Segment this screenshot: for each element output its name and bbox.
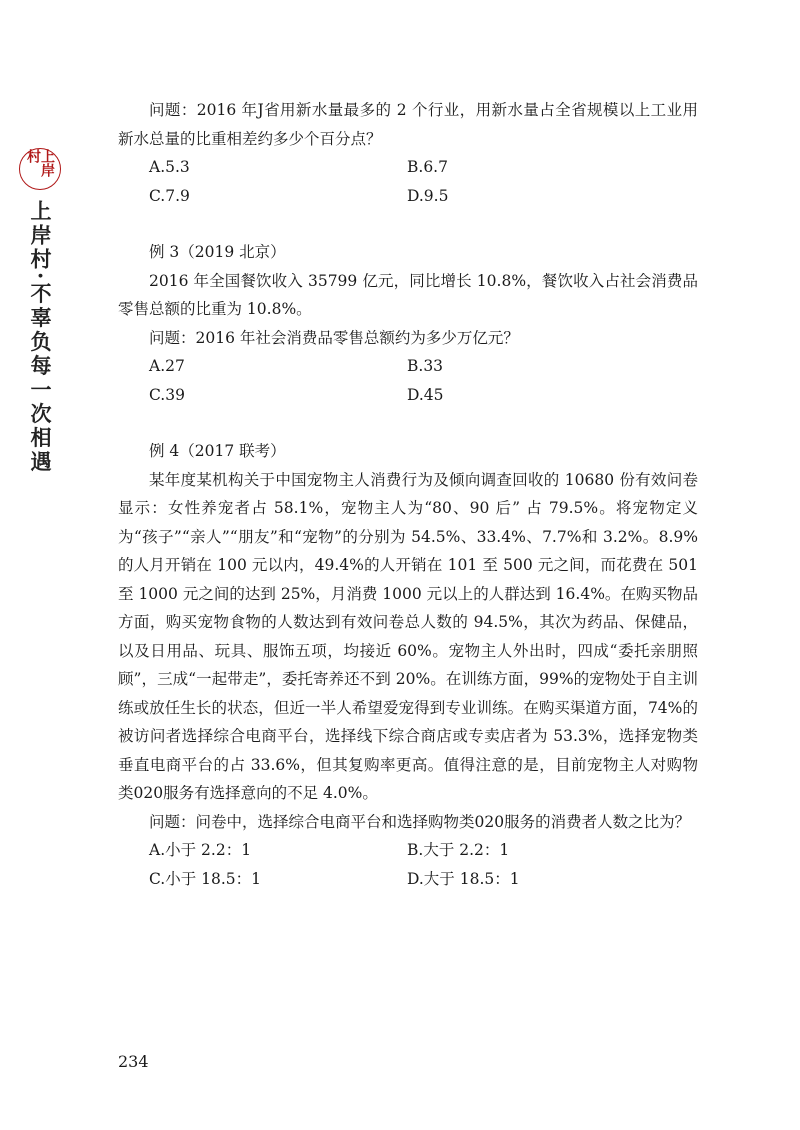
options-prev — [118, 153, 698, 210]
option-d: D.45 — [407, 385, 444, 404]
logo-seal: 上岸村 — [19, 148, 61, 190]
example-4-text: 某年度某机构关于中国宠物主人消费行为及倾向调查回收的 10680 份有效问卷显示：女性养宠者占 58.1%，宠物主人为“80、90 后” 占 79.5%。将宠物定义为“孩子”“亲人”“朋友”和“宠物”的分别为 54.5%、33.4%、7.7%和 3.2%。8.9%的人月开销在 100 元以内，49.4%的人开销在 101 至 500 元之间，而花费在 501 至 1000 元之间的达到 25%，月消费 1000 元以上的人群达到 16.4%。在购买物品方面，购买宠物食物的人数达到有效问卷总人数的 94.5%，其次为药品、保健品，以及日用品、玩具、服饰五项，均接近 60%。宠物主人外出时，四成“委托亲朋照顾”，三成“一起带走”，委托寄养还不到 20%。在训练方面，99%的宠物处于自主训练或放任生长的状态，但近一半人希望爱宠得到专业训练。在购买渠道方面，74%的被访问者选择综合电商平台，选择线下综合商店或专卖店者为 53.3%，选择宠物类垂直电商平台的占 33.6%，但其复购率更高。值得注意的是，目前宠物主人对购物类020服务有选择意向的不足 4.0%。 — [118, 470, 698, 802]
option-b: B.大于 2.2：1 — [407, 841, 510, 859]
option-d: D.9.5 — [407, 186, 449, 205]
options-ex4 — [118, 836, 698, 893]
option-c: C.7.9 — [149, 186, 190, 205]
question-prev: 问题：2016 年J省用新水量最多的 2 个行业，用新水量占全省规模以上工业用新水总量的比重相差约多少个百分点？ — [118, 101, 698, 148]
option-a: A.小于 2.2：1 — [149, 841, 252, 859]
sidebar-branding — [18, 148, 62, 474]
example-3-text: 2016 年全国餐饮收入 35799 亿元，同比增长 10.8%，餐饮收入占社会消费品零售总额的比重为 10.8%。 — [118, 271, 698, 318]
options-ex3 — [118, 352, 698, 409]
option-c: C.39 — [149, 385, 185, 404]
example-3-question: 问题：2016 年社会消费品零售总额约为多少万亿元？ — [149, 328, 519, 347]
page-content — [118, 96, 698, 893]
option-c: C.小于 18.5：1 — [149, 869, 262, 888]
option-b: B.6.7 — [407, 158, 448, 176]
option-b: B.33 — [407, 357, 444, 375]
option-d: D.大于 18.5：1 — [407, 869, 520, 888]
sidebar-slogan: 上岸村·不辜负每一次相遇 — [28, 200, 53, 475]
example-3-title: 例 3（2019 北京） — [149, 243, 286, 261]
example-4-question: 问题：问卷中，选择综合电商平台和选择购物类020服务的消费者人数之比为？ — [149, 812, 691, 831]
option-a: A.5.3 — [149, 158, 190, 176]
page-number: 234 — [118, 1052, 149, 1071]
example-4-title: 例 4（2017 联考） — [149, 442, 286, 460]
option-a: A.27 — [149, 357, 185, 375]
